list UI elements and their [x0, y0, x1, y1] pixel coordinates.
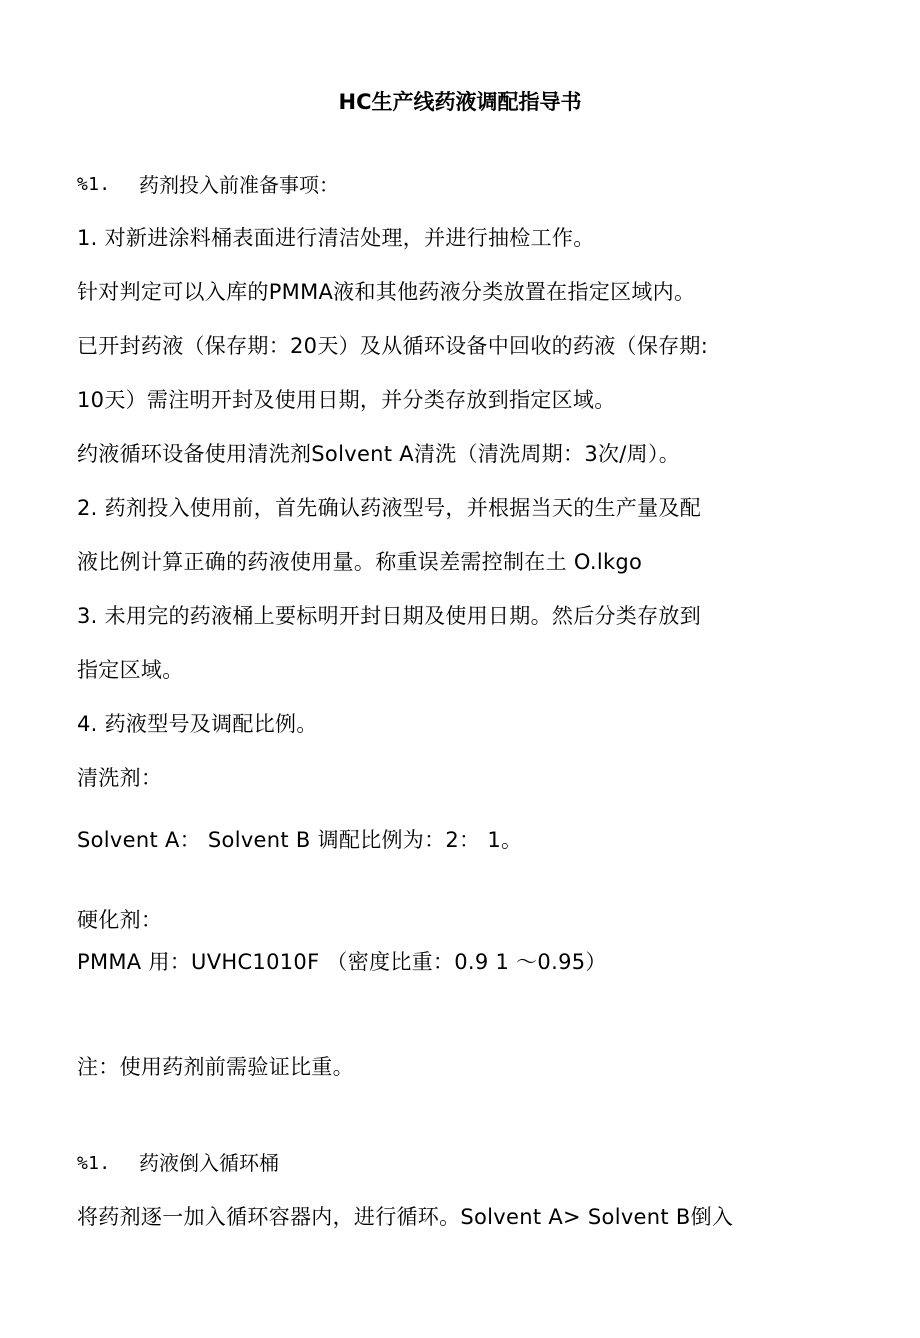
paragraph-line: PMMA 用：UVHC1010F （密度比重：0.9 1 ～0.95） [77, 950, 607, 974]
paragraph-line: 液比例计算正确的药液使用量。称重误差需控制在土 O.lkgo [77, 550, 643, 574]
section-2-title: 药液倒入循环桶 [139, 1151, 279, 1175]
paragraph-line: Solvent A： Solvent B 调配比例为：2： 1。 [77, 828, 523, 852]
paragraph-line: 1. 对新进涂料桶表面进行清洁处理，并进行抽检工作。 [77, 226, 595, 250]
section-1-marker: %1. [77, 174, 111, 195]
paragraph-line: 10天）需注明开封及使用日期，并分类存放到指定区域。 [77, 388, 616, 412]
paragraph-line: 约液循环设备使用清洗剂Solvent A清洗（清洗周期：3次/周）。 [77, 442, 681, 466]
paragraph-line: 硬化剂： [77, 908, 163, 932]
section-1-title: 药剂投入前准备事项： [139, 173, 339, 197]
paragraph-line: 已开封药液（保存期：20天）及从循环设备中回收的药液（保存期: [77, 334, 709, 358]
paragraph-line: 将药剂逐一加入循环容器内，进行循环。Solvent A> Solvent B倒入 [77, 1205, 734, 1229]
section-2-marker: %1. [77, 1153, 111, 1174]
paragraph-line: 指定区域。 [77, 658, 184, 682]
paragraph-line: 2. 药剂投入使用前，首先确认药液型号，并根据当天的生产量及配 [77, 496, 702, 520]
paragraph-line: 清洗剂： [77, 766, 163, 790]
paragraph-line: 注：使用药剂前需验证比重。 [77, 1055, 354, 1079]
paragraph-line: 针对判定可以入库的PMMA液和其他药液分类放置在指定区域内。 [77, 280, 696, 304]
document-title: HC生产线药液调配指导书 [338, 90, 582, 114]
paragraph-line: 3. 未用完的药液桶上要标明开封日期及使用日期。然后分类存放到 [77, 604, 702, 628]
paragraph-line: 4. 药液型号及调配比例。 [77, 712, 318, 736]
